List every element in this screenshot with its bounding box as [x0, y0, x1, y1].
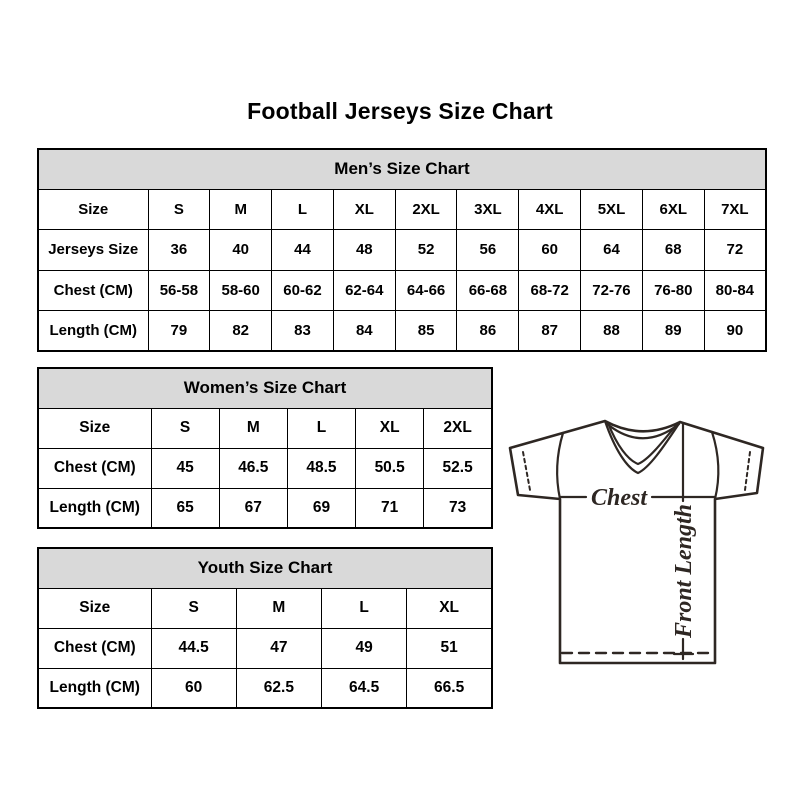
size-cell: 48.5 — [287, 448, 355, 488]
women-table-row — [38, 488, 492, 528]
size-cell: 45 — [151, 448, 219, 488]
size-cell: 6XL — [642, 189, 704, 230]
size-cell: 67 — [219, 488, 287, 528]
size-cell: 88 — [581, 311, 643, 352]
size-cell: XL — [356, 408, 424, 448]
size-cell: 66.5 — [407, 668, 492, 708]
size-cell: 71 — [356, 488, 424, 528]
size-cell: 51 — [407, 628, 492, 668]
size-cell: 89 — [642, 311, 704, 352]
left-cuff-stitch-icon — [523, 452, 530, 490]
size-cell: 44 — [272, 230, 334, 271]
size-cell: 60 — [519, 230, 581, 271]
size-cell: 69 — [287, 488, 355, 528]
youth-table-header-row — [38, 548, 492, 588]
size-cell: M — [210, 189, 272, 230]
size-cell: 82 — [210, 311, 272, 352]
size-cell: 83 — [272, 311, 334, 352]
size-cell: 44.5 — [151, 628, 236, 668]
youth-table-row — [38, 588, 492, 628]
right-armhole-seam — [712, 432, 718, 499]
size-cell: 76-80 — [642, 270, 704, 311]
men-table-row — [38, 311, 766, 352]
page-title: Football Jerseys Size Chart — [247, 98, 553, 124]
size-cell: 40 — [210, 230, 272, 271]
size-cell: 66-68 — [457, 270, 519, 311]
jersey-measurement-diagram — [505, 408, 775, 666]
size-cell: 3XL — [457, 189, 519, 230]
size-cell: 60 — [151, 668, 236, 708]
size-cell: L — [322, 588, 407, 628]
youth-table-row — [38, 628, 492, 668]
size-cell: 79 — [148, 311, 210, 352]
size-cell: 64-66 — [395, 270, 457, 311]
size-cell: 60-62 — [272, 270, 334, 311]
size-cell: 64 — [581, 230, 643, 271]
size-cell: 86 — [457, 311, 519, 352]
size-cell: 72 — [704, 230, 766, 271]
size-cell: S — [148, 189, 210, 230]
size-cell: 84 — [333, 311, 395, 352]
size-cell: 85 — [395, 311, 457, 352]
right-cuff-stitch-icon — [745, 452, 750, 490]
women-table-row — [38, 448, 492, 488]
size-cell: 52 — [395, 230, 457, 271]
size-cell: XL — [333, 189, 395, 230]
size-cell: 2XL — [424, 408, 492, 448]
collar-v-outer — [605, 421, 680, 473]
row-label: Size — [38, 588, 151, 628]
size-cell: 73 — [424, 488, 492, 528]
size-cell: 5XL — [581, 189, 643, 230]
men-table-row — [38, 230, 766, 271]
row-label: Length (CM) — [38, 311, 148, 352]
size-cell: 36 — [148, 230, 210, 271]
row-label: Size — [38, 189, 148, 230]
row-label: Chest (CM) — [38, 270, 148, 311]
size-cell: 48 — [333, 230, 395, 271]
size-cell: 62-64 — [333, 270, 395, 311]
size-cell: 68 — [642, 230, 704, 271]
youth-table-row — [38, 668, 492, 708]
size-cell: S — [151, 408, 219, 448]
size-cell: XL — [407, 588, 492, 628]
men-table-row — [38, 189, 766, 230]
size-cell: 65 — [151, 488, 219, 528]
front-length-label: Front Length — [671, 503, 697, 639]
mens-size-table — [37, 148, 767, 352]
size-cell: 56 — [457, 230, 519, 271]
youth-size-table — [37, 547, 493, 709]
size-cell: L — [272, 189, 334, 230]
size-cell: M — [236, 588, 321, 628]
size-cell: 56-58 — [148, 270, 210, 311]
size-cell: 2XL — [395, 189, 457, 230]
size-cell: 47 — [236, 628, 321, 668]
jersey-outline — [510, 421, 763, 663]
size-cell: 72-76 — [581, 270, 643, 311]
youth-table-title: Youth Size Chart — [38, 548, 492, 588]
womens-size-table — [37, 367, 493, 529]
size-cell: 62.5 — [236, 668, 321, 708]
size-cell: 87 — [519, 311, 581, 352]
left-armhole-seam — [557, 433, 563, 499]
row-label: Chest (CM) — [38, 448, 151, 488]
chest-label: Chest — [590, 485, 648, 511]
size-cell: 4XL — [519, 189, 581, 230]
row-label: Chest (CM) — [38, 628, 151, 668]
size-cell: L — [287, 408, 355, 448]
men-table-header-row — [38, 149, 766, 189]
men-table-title: Men’s Size Chart — [38, 149, 766, 189]
size-cell: 90 — [704, 311, 766, 352]
size-cell: 49 — [322, 628, 407, 668]
size-cell: 68-72 — [519, 270, 581, 311]
size-cell: 58-60 — [210, 270, 272, 311]
size-cell: 80-84 — [704, 270, 766, 311]
size-cell: 52.5 — [424, 448, 492, 488]
size-cell: 7XL — [704, 189, 766, 230]
men-table-row — [38, 270, 766, 311]
women-table-row — [38, 408, 492, 448]
size-cell: 46.5 — [219, 448, 287, 488]
row-label: Jerseys Size — [38, 230, 148, 271]
row-label: Length (CM) — [38, 668, 151, 708]
row-label: Length (CM) — [38, 488, 151, 528]
women-table-title: Women’s Size Chart — [38, 368, 492, 408]
row-label: Size — [38, 408, 151, 448]
size-cell: M — [219, 408, 287, 448]
women-table-header-row — [38, 368, 492, 408]
size-cell: 50.5 — [356, 448, 424, 488]
size-cell: 64.5 — [322, 668, 407, 708]
size-cell: S — [151, 588, 236, 628]
